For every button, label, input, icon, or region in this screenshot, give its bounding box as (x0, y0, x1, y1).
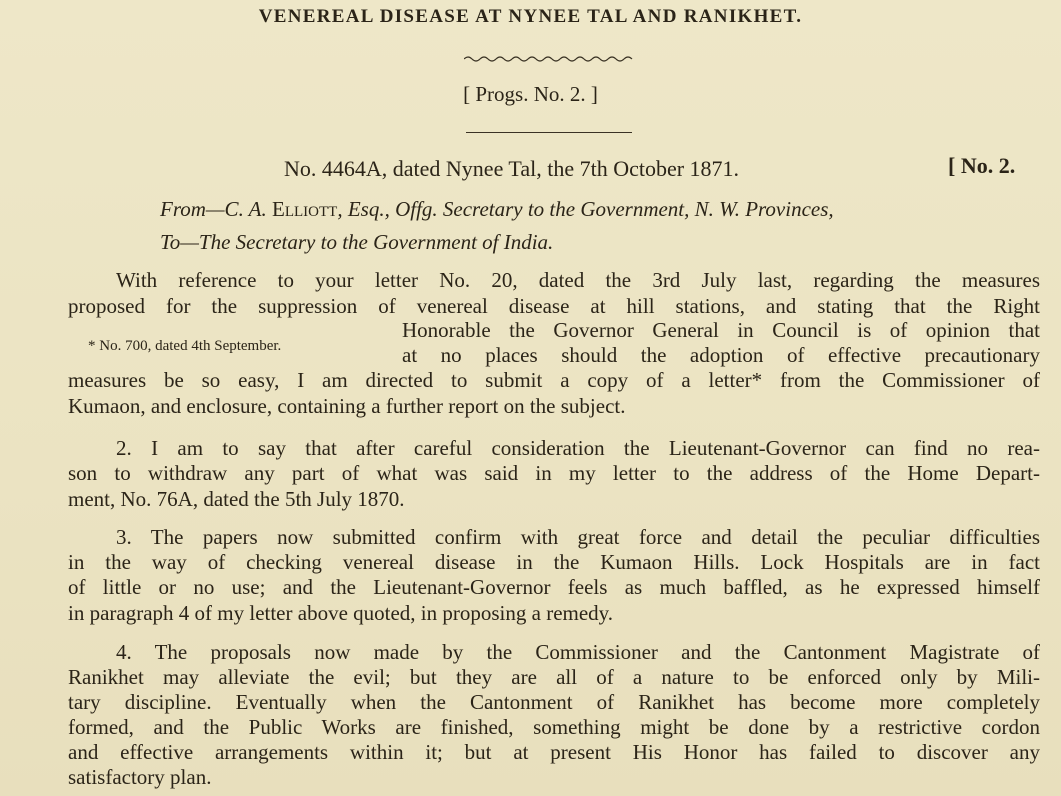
paragraph-3-line-2: in the way of checking venereal disease in the Kumaon Hills. Lock Hospitals are in fact (68, 550, 1040, 574)
letter-to: To—The Secretary to the Government of India. (160, 230, 554, 254)
horizontal-rule (466, 132, 632, 133)
letter-number-tag: [ No. 2. (948, 153, 1016, 178)
paragraph-3-line-3: of little or no use; and the Lieutenant-Governor feels as much baffled, as he expressed himself (68, 575, 1040, 599)
paragraph-4-line-1: 4. The proposals now made by the Commissioner and the Cantonment Magistrate of (116, 640, 1040, 664)
proceedings-number: [ Progs. No. 2. ] (463, 82, 598, 106)
from-name: Elliott (272, 197, 338, 221)
paragraph-1-line-5: measures be so easy, I am directed to submit a copy of a letter* from the Commissioner of (68, 368, 1040, 392)
wavy-divider (464, 54, 634, 64)
from-prefix: From—C. A. (160, 197, 273, 221)
paragraph-4-line-4: formed, and the Public Works are finished, something might be done by a restrictive cordon (68, 715, 1040, 739)
paragraph-2-line-3: ment, No. 76A, dated the 5th July 1870. (68, 487, 405, 511)
paragraph-4-line-5: and effective arrangements within it; but at present His Honor has failed to discover any (68, 740, 1040, 764)
footnote-marker: * No. 700, dated 4th September. (88, 338, 282, 354)
paragraph-4-line-3: tary discipline. Eventually when the Cantonment of Ranikhet has become more completely (68, 690, 1040, 714)
page-title: VENEREAL DISEASE AT NYNEE TAL AND RANIKHET. (258, 6, 803, 27)
paragraph-2-line-2: son to withdraw any part of what was said in my letter to the address of the Home Depart- (68, 461, 1040, 485)
from-rest: , Esq., Offg. Secretary to the Government, N. W. Provinces, (337, 197, 834, 221)
paragraph-1-line-3: Honorable the Governor General in Council is of opinion that (402, 318, 1040, 342)
letter-from (160, 197, 834, 222)
paragraph-2-line-1: 2. I am to say that after careful consideration the Lieutenant-Governor can find no rea- (116, 436, 1040, 460)
paragraph-1-line-4: at no places should the adoption of effective precautionary (402, 343, 1040, 367)
paragraph-1-line-1: With reference to your letter No. 20, dated the 3rd July last, regarding the measures (116, 268, 1040, 292)
paragraph-1-line-6: Kumaon, and enclosure, containing a further report on the subject. (68, 394, 626, 418)
paragraph-3-line-4: in paragraph 4 of my letter above quoted, in proposing a remedy. (68, 601, 614, 625)
paragraph-3-line-1: 3. The papers now submitted confirm with great force and detail the peculiar difficulties (116, 525, 1040, 549)
paragraph-1-line-2: proposed for the suppression of venereal disease at hill stations, and stating that the Right (68, 294, 1040, 318)
letter-reference: No. 4464A, dated Nynee Tal, the 7th October 1871. (284, 156, 740, 181)
paragraph-4-line-6: satisfactory plan. (68, 765, 212, 789)
paragraph-4-line-2: Ranikhet may alleviate the evil; but they are all of a nature to be enforced only by Mili- (68, 665, 1040, 689)
